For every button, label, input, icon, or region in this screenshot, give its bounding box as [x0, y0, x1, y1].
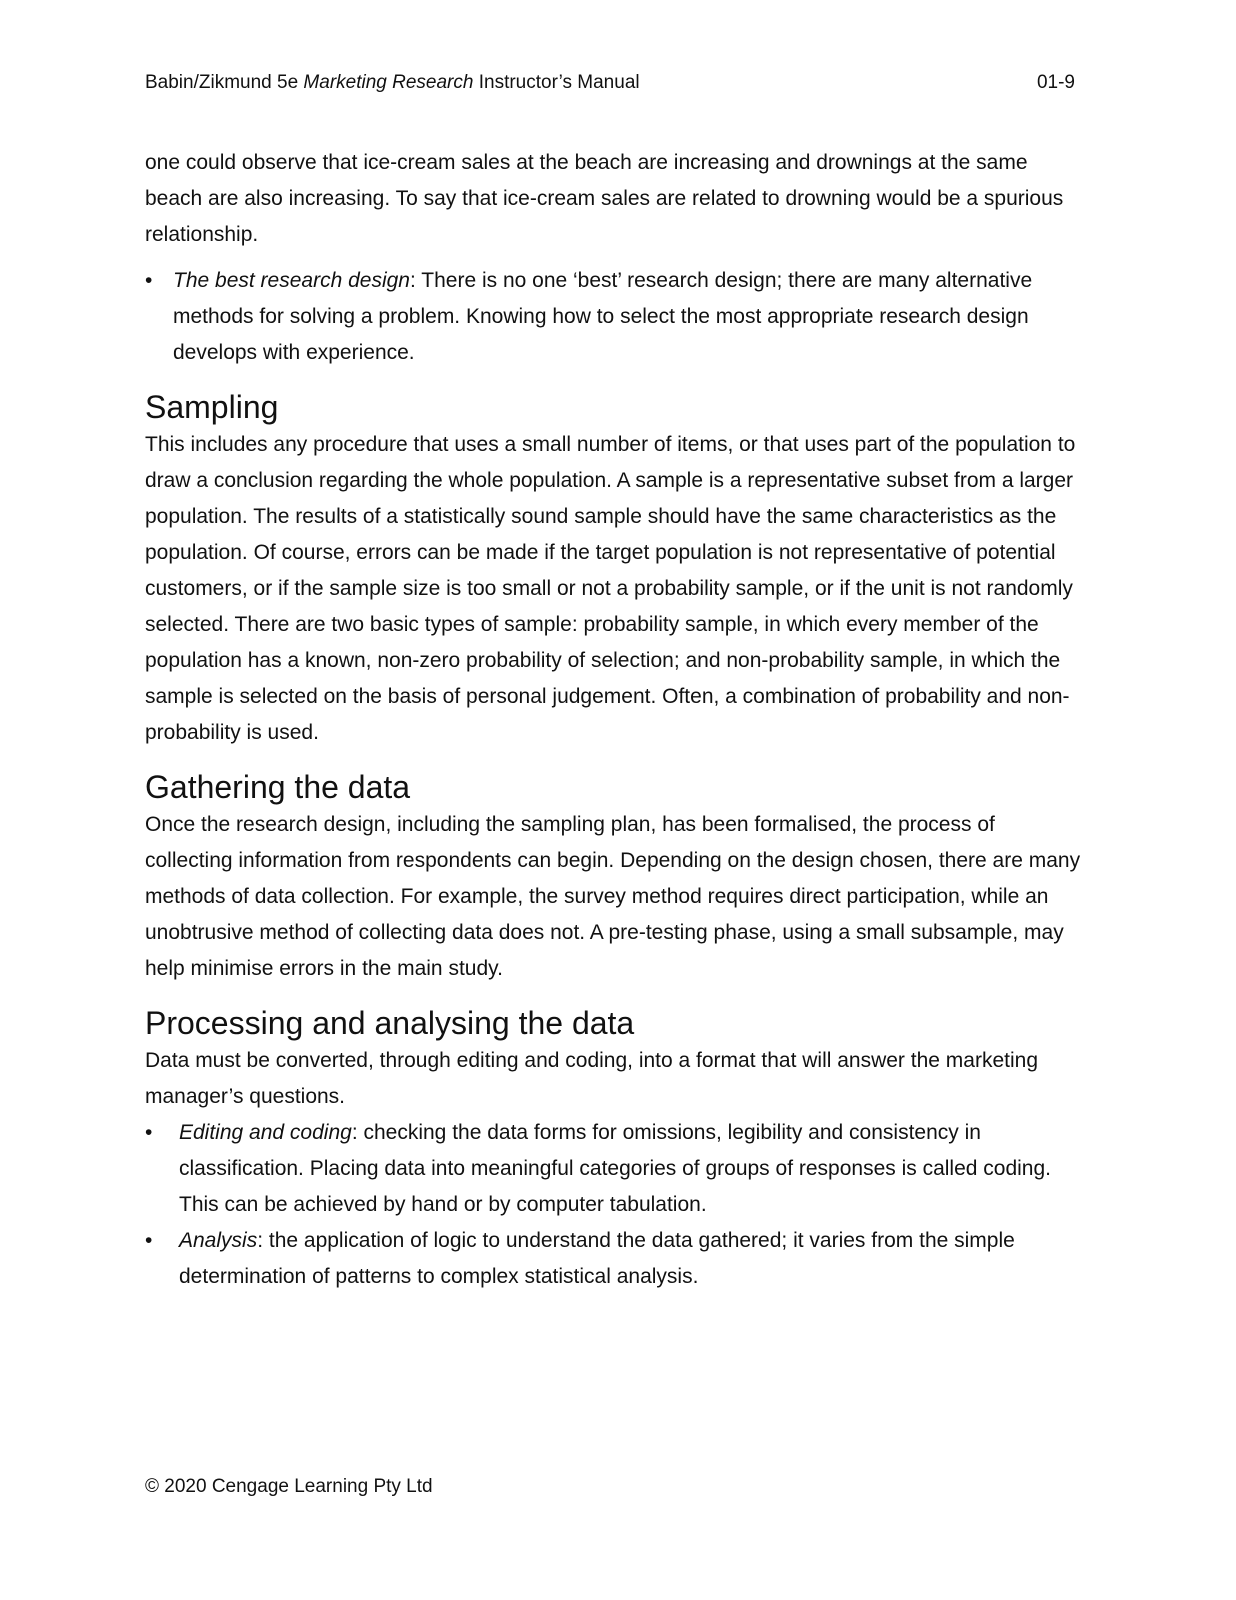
list-item	[145, 1223, 1085, 1295]
bullet-term: The best research design	[173, 269, 410, 292]
list-item	[145, 1115, 1085, 1223]
section-heading-processing: Processing and analysing the data	[145, 1005, 635, 1041]
section-heading-sampling: Sampling	[145, 389, 279, 425]
bullet-term: Editing and coding	[179, 1121, 352, 1144]
bullet-text: : checking the data forms for omissions, legibility and consistency in classification. Placing data into meaningful categories of groups of responses is called coding. This can be achieved by hand or by computer tabulation.	[179, 1121, 1052, 1216]
page-header	[145, 70, 1075, 96]
sampling-paragraph: This includes any procedure that uses a small number of items, or that uses part of the population to draw a conclusion regarding the whole population. A sample is a representative subset from a larger population. The results of a statistically sound sample should have the same characteristics as the population. Of course, errors can be made if the target population is not representative of potential customers, or if the sample size is too small or not a probability sample, or if the unit is not randomly selected. There are two basic types of sample: probability sample, in which every member of the population has a known, non-zero probability of selection; and non-probability sample, in which the sample is selected on the basis of personal judgement. Often, a combination of probability and non-probability is used.	[145, 433, 1076, 744]
section-heading-gathering: Gathering the data	[145, 769, 411, 805]
gathering-paragraph: Once the research design, including the sampling plan, has been formalised, the process of collecting information from respondents can begin. Depending on the design chosen, there are many methods of data collection. For example, the survey method requires direct participation, while an unobtrusive method of collecting data does not. A pre-testing phase, using a small subsample, may help minimise errors in the main study.	[145, 813, 1081, 980]
bullet-text: : the application of logic to understand the data gathered; it varies from the simple determination of patterns to complex statistical analysis.	[179, 1229, 1015, 1288]
list-item	[145, 263, 1085, 371]
page-body	[145, 145, 1085, 1295]
page-number: 01-9	[1036, 72, 1075, 93]
bullet-term: Analysis	[179, 1229, 258, 1252]
bullet-text: : There is no one ‘best’ research design; there are many alternative methods for solving a problem. Knowing how to select the most appropriate research design develops with experience.	[173, 269, 1033, 364]
page-footer	[145, 1474, 433, 1500]
header-title-prefix: Babin/Zikmund 5e	[145, 72, 304, 93]
bullet-icon: •	[145, 1229, 153, 1252]
running-header-title	[145, 70, 640, 96]
bullet-icon: •	[145, 269, 153, 292]
processing-paragraph: Data must be converted, through editing and coding, into a format that will answer the marketing manager’s questions.	[145, 1049, 1038, 1108]
design-bullet-list	[145, 263, 1085, 371]
copyright-text: © 2020 Cengage Learning Pty Ltd	[145, 1476, 433, 1497]
header-title-suffix: Instructor’s Manual	[473, 72, 640, 93]
bullet-icon: •	[145, 1121, 153, 1144]
processing-bullet-list	[145, 1115, 1085, 1295]
intro-paragraph: one could observe that ice-cream sales at the beach are increasing and drownings at the same beach are also increasing. To say that ice-cream sales are related to drowning would be a spurious relationship.	[145, 151, 1064, 246]
header-title-italic: Marketing Research	[303, 72, 474, 93]
